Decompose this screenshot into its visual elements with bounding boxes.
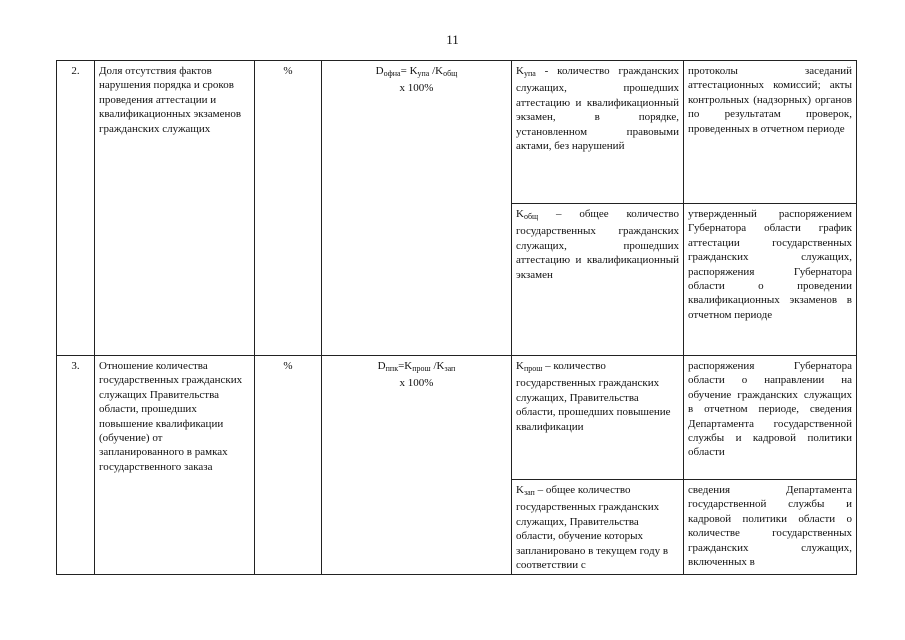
- formula-line: $D_{ппк}=K_{прош}$ $/K_{зап}$: [377, 360, 456, 373]
- row-number: 2.: [57, 61, 95, 356]
- data-source: сведения Департамента государственной службы и кадровой политики области о количестве государственных гражданских служащих, включенных в: [684, 480, 857, 575]
- data-source: протоколы заседаний аттестационных комиссий; акты контрольных (надзорных) органов по результатам проверок, проведенных в отчетном периоде: [684, 61, 857, 204]
- data-source: утвержденный распоряжением Губернатора области график аттестации государственных гражданских служащих, распоряжения Губернатора области о проведении квалификационных экзаменов в отчетном периоде: [684, 204, 857, 356]
- indicators-table: [56, 60, 857, 575]
- table-row: [57, 61, 857, 204]
- data-source: распоряжения Губернатора области о направлении на обучение гражданских служащих в отчетном периоде, сведения Департамента государственной службы и кадровой политики области: [684, 356, 857, 480]
- page-number: 11: [446, 32, 459, 47]
- component-description: $K_{прош}$ – количество государственных гражданских служащих, Правительства области, прошедших повышение квалификации: [512, 356, 684, 480]
- unit-cell: %: [255, 61, 322, 356]
- formula-multiplier: х 100%: [399, 82, 434, 95]
- table-row: [57, 356, 857, 480]
- indicator-name: Отношение количества государственных гражданских служащих Правительства области, прошедших повышение квалификации (обучение) от запланированного в рамках государственного заказа: [95, 356, 255, 575]
- row-number: 3.: [57, 356, 95, 575]
- formula-cell: [322, 356, 512, 575]
- indicator-name: Доля отсутствия фактов нарушения порядка и сроков проведения аттестации и квалификационных экзаменов гражданских служащих: [95, 61, 255, 356]
- formula-line: $D_{офна}= K_{упа}$ $/K_{общ}$: [375, 65, 458, 78]
- formula-cell: [322, 61, 512, 356]
- component-description: $K_{общ}$ – общее количество государственных гражданских служащих, прошедших аттестацию и квалификационный экзамен: [512, 204, 684, 356]
- unit-cell: %: [255, 356, 322, 575]
- formula-multiplier: х 100%: [399, 377, 434, 390]
- component-description: $K_{упа}$ - количество гражданских служащих, прошедших аттестацию и квалификационный экзамен, в порядке, установленном правовыми актами, без нарушений: [512, 61, 684, 204]
- component-description: $K_{зап}$ – общее количество государственных гражданских служащих, Правительства области, обучение которых запланировано в текущем году в соответствии с: [512, 480, 684, 575]
